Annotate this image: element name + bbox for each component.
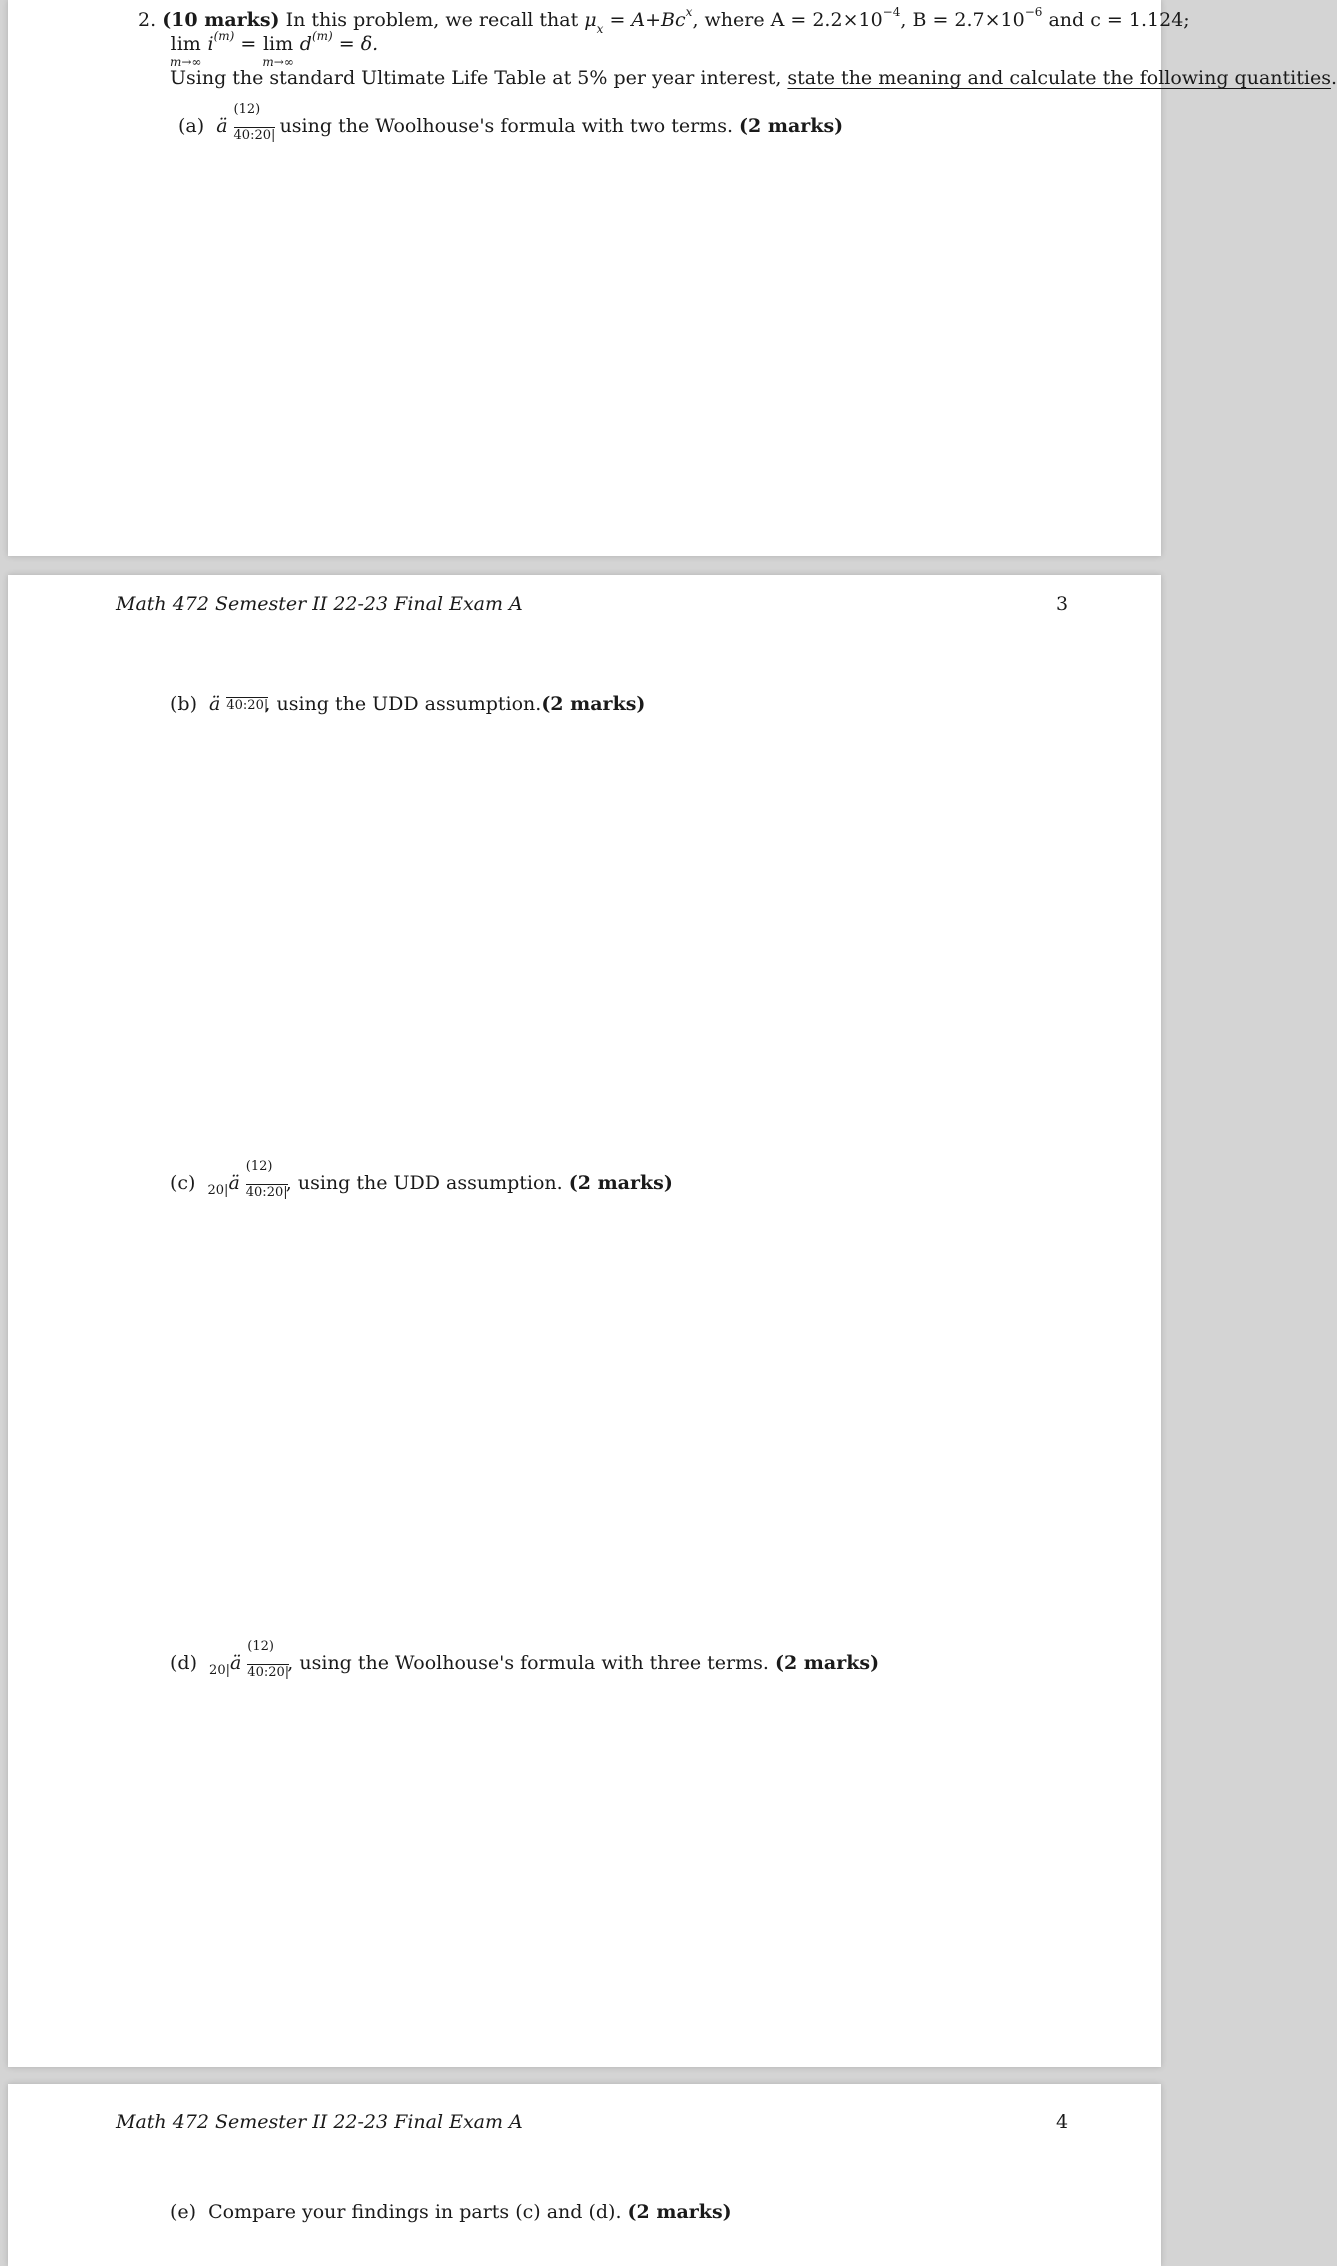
equals-sign: = <box>234 33 263 55</box>
underlined-instruction: state the meaning and calculate the following quantities <box>787 67 1331 89</box>
delta-end: = δ. <box>332 33 379 55</box>
exam-page-3 <box>8 575 1161 2067</box>
part-b-label: (b) <box>170 693 197 715</box>
part-d <box>170 1639 880 1680</box>
part-e-marks: (2 marks) <box>627 2201 732 2223</box>
using-text: Using the standard Ultimate Life Table at 5% per year interest, <box>170 67 788 89</box>
part-d-subscript: 40:20| <box>247 1665 290 1680</box>
part-a-text: using the Woolhouse's formula with two terms. <box>273 115 733 137</box>
problem-2-statement-line1 <box>138 5 1190 36</box>
page-header: Math 472 Semester II 22-23 Final Exam A <box>116 2111 523 2133</box>
part-d-annuity-symbol: ä <box>229 1652 242 1674</box>
part-c <box>170 1159 673 1200</box>
i-m-superscript: (m) <box>213 29 235 43</box>
part-a-subscript: 40:20| <box>233 128 276 143</box>
problem-marks: (10 marks) <box>162 9 280 31</box>
using-period: . <box>1330 67 1337 89</box>
part-c-superscript: (12) <box>245 1159 273 1174</box>
part-a-annuity-symbol: ä <box>216 115 228 137</box>
lim-sub-2: m→∞ <box>262 55 294 69</box>
part-e <box>170 2203 732 2222</box>
part-b-marks: (2 marks) <box>541 693 646 715</box>
part-d-deferral: 20| <box>209 1663 230 1678</box>
part-a-label: (a) <box>178 115 205 137</box>
part-d-label: (d) <box>170 1652 197 1674</box>
limit-equation <box>170 29 379 69</box>
page-number: 3 <box>1056 593 1069 615</box>
d-m-symbol: d <box>299 33 312 55</box>
page-header: Math 472 Semester II 22-23 Final Exam A <box>116 593 523 615</box>
part-e-text: Compare your findings in parts (c) and (d). <box>208 2201 622 2223</box>
part-a-superscript: (12) <box>233 102 261 117</box>
using-table-instruction <box>170 69 1337 88</box>
i-m-symbol: i <box>207 33 214 55</box>
part-d-marks: (2 marks) <box>774 1652 880 1674</box>
part-e-label: (e) <box>170 2201 197 2223</box>
param-B-exponent: −6 <box>1024 5 1043 19</box>
mu-symbol: μ <box>584 9 597 31</box>
part-b-annuity-symbol: ä <box>209 693 221 715</box>
part-b <box>170 691 645 714</box>
problem-number: 2. <box>138 9 157 31</box>
param-A: , where A = 2.2×10 <box>692 9 883 31</box>
part-b-subscript: 40:20| <box>226 698 269 713</box>
d-m-superscript: (m) <box>311 29 333 43</box>
part-c-marks: (2 marks) <box>568 1172 673 1194</box>
param-A-exponent: −4 <box>882 5 901 19</box>
part-d-text: , using the Woolhouse's formula with three terms. <box>287 1652 769 1674</box>
part-c-label: (c) <box>170 1172 196 1194</box>
intro-text: In this problem, we recall that <box>285 9 579 31</box>
part-c-annuity-symbol: ä <box>228 1172 240 1194</box>
part-a <box>178 102 844 143</box>
part-a-marks: (2 marks) <box>739 115 844 137</box>
mu-subscript: x <box>596 22 604 36</box>
param-c: and c = 1.124; <box>1042 9 1190 31</box>
page-number: 4 <box>1056 2111 1069 2133</box>
part-b-text: , using the UDD assumption. <box>264 693 542 715</box>
lim-sub-1: m→∞ <box>170 55 202 69</box>
mu-formula: = A+Bc <box>603 9 686 31</box>
part-d-superscript: (12) <box>247 1639 274 1654</box>
part-c-deferral: 20| <box>207 1183 229 1198</box>
exam-page-4 <box>8 2084 1161 2266</box>
param-B: , B = 2.7×10 <box>900 9 1025 31</box>
part-c-subscript: 40:20| <box>245 1185 288 1200</box>
lim-word-1: lim <box>170 33 201 55</box>
exam-page-2 <box>8 0 1337 556</box>
part-c-text: , using the UDD assumption. <box>285 1172 563 1194</box>
lim-word-2: lim <box>262 33 294 55</box>
mu-exponent: x <box>685 5 693 19</box>
